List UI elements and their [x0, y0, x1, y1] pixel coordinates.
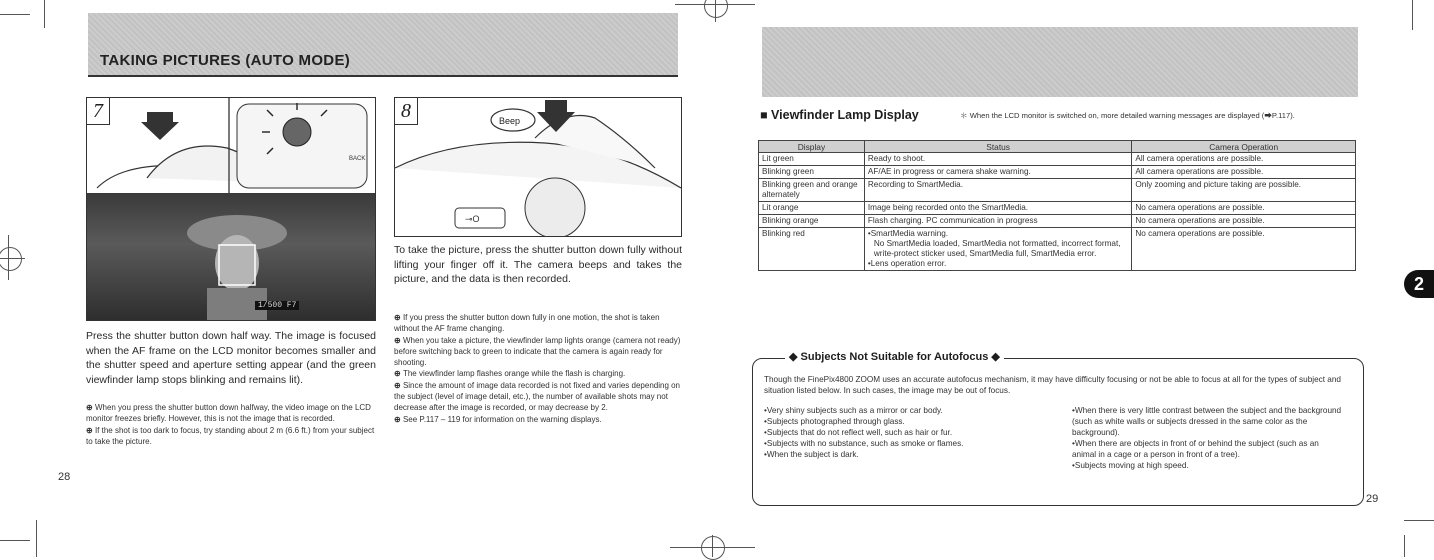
- note-item: ⊕ See P.117 – 119 for information on the warning displays.: [394, 414, 602, 424]
- registration-mark: [0, 247, 22, 271]
- column-header: Status: [864, 141, 1132, 153]
- registration-mark: [701, 536, 725, 560]
- table-row: Lit green Ready to shoot. All camera operations are possible.: [759, 153, 1356, 166]
- table-row: Blinking green and orange alternately Recording to SmartMedia. Only zooming and picture taking are possible.: [759, 179, 1356, 202]
- crop-mark: [1404, 535, 1405, 557]
- note-item: ⊕ Since the amount of image data recorded is not fixed and varies depending on the subject (level of image detail, etc.), the number of available shots may not decrease after the image is recorded, or may decrease by 2.: [394, 380, 681, 413]
- registration-mark: [704, 0, 728, 18]
- crop-mark: [36, 520, 37, 557]
- list-item: •When there is very little contrast between the subject and the background (such as white walls or subjects dressed in the same color as the background).: [1072, 406, 1342, 437]
- subjects-intro: Though the FinePix4800 ZOOM uses an accurate autofocus mechanism, it may have difficulty focusing or not be able to focus at all for the types of subject and situation listed below. In such cases, the image may be out of focus.: [764, 375, 1341, 395]
- crop-mark: [0, 14, 30, 15]
- viewfinder-lamp-table: [758, 140, 1356, 271]
- column-header: Camera Operation: [1132, 141, 1356, 153]
- crop-mark: [1412, 0, 1413, 30]
- note-item: ⊕ If you press the shutter button down fully in one motion, the shot is taken without the AF frame changing.: [394, 313, 660, 334]
- step-7-notes: [86, 402, 376, 447]
- list-item: •Subjects that do not reflect well, such as hair or fur.: [764, 428, 953, 437]
- list-item: •When there are objects in front of or behind the subject (such as an animal in a cage or a person in front of a tree).: [1072, 439, 1319, 459]
- list-item: •Subjects with no substance, such as smoke or flames.: [764, 439, 964, 448]
- note-item: ⊕ If the shot is too dark to focus, try standing about 2 m (6.6 ft.) from your subject to take the picture.: [86, 425, 375, 446]
- lamp-section-heading: ■ Viewfinder Lamp Display: [760, 108, 919, 122]
- svg-text:⊸O: ⊸O: [465, 214, 480, 224]
- svg-text:Beep: Beep: [499, 116, 521, 126]
- subjects-list-right: [1072, 405, 1344, 471]
- crop-mark: [1404, 520, 1434, 521]
- table-row: Blinking green AF/AE in progress or camera shake warning. All camera operations are possible.: [759, 166, 1356, 179]
- lcd-readout: 1/500 F7: [255, 301, 299, 310]
- step-7-number: 7: [87, 98, 110, 125]
- note-item: ⊕ When you press the shutter button down halfway, the video image on the LCD monitor freezes briefly. However, this is not the image that is recorded.: [86, 403, 371, 424]
- camera-shutter-illustration: [395, 98, 681, 236]
- column-header: Display: [759, 141, 865, 153]
- list-item: •Subjects photographed through glass.: [764, 417, 905, 426]
- press-arrow-icon: [141, 112, 179, 140]
- header-bar-right: [762, 27, 1358, 97]
- crop-mark: [44, 0, 45, 28]
- page-title: TAKING PICTURES (AUTO MODE): [100, 52, 351, 69]
- step-8-number: 8: [395, 98, 418, 125]
- page-number-right: 29: [1366, 493, 1379, 505]
- svg-text:BACK: BACK: [349, 156, 366, 162]
- square-bullet-icon: ■: [760, 108, 772, 122]
- lcd-preview-photo: [87, 193, 375, 320]
- title-underline: [88, 75, 678, 77]
- table-row: Blinking orange Flash charging. PC communication in progress No camera operations are possible.: [759, 215, 1356, 228]
- list-item: •Very shiny subjects such as a mirror or car body.: [764, 406, 943, 415]
- step-8-text: To take the picture, press the shutter button down fully without lifting your finger off it. The camera beeps and takes the picture, and the data is then recorded.: [394, 244, 682, 285]
- step-7-figure: [86, 97, 376, 321]
- chapter-tab: 2: [1404, 270, 1434, 298]
- note-item: ⊕ When you take a picture, the viewfinder lamp lights orange (camera not ready) before switching back to green to indicate that the camera is again ready for shooting.: [394, 335, 681, 368]
- note-item: ⊕ The viewfinder lamp flashes orange while the flash is charging.: [394, 369, 626, 379]
- list-item: •When the subject is dark.: [764, 450, 859, 459]
- step-8-notes: [394, 312, 682, 425]
- lamp-section-note: ＊ When the LCD monitor is switched on, more detailed warning messages are displayed (➡P.117).: [960, 111, 1295, 120]
- list-item: •Subjects moving at high speed.: [1072, 461, 1189, 470]
- crop-mark: [0, 540, 30, 541]
- subjects-heading: ◆ Subjects Not Suitable for Autofocus ◆: [785, 350, 1004, 363]
- step-8-figure: [394, 97, 682, 237]
- table-row: Lit orange Image being recorded onto the SmartMedia. No camera operations are possible.: [759, 202, 1356, 215]
- page-number-left: 28: [58, 471, 71, 483]
- step-7-text: Press the shutter button down half way. The image is focused when the AF frame on the LCD monitor becomes smaller and the shutter speed and aperture setting appear (and the green viewfinder lamp stops blinking and remains lit).: [86, 330, 376, 386]
- subjects-list-left: [764, 405, 1034, 460]
- table-row: Blinking red •SmartMedia warning. No SmartMedia loaded, SmartMedia not formatted, incorrect format, write-protect sticker used, SmartMedia full, SmartMedia error. •Lens operation error. No camera operations are possible.: [759, 228, 1356, 271]
